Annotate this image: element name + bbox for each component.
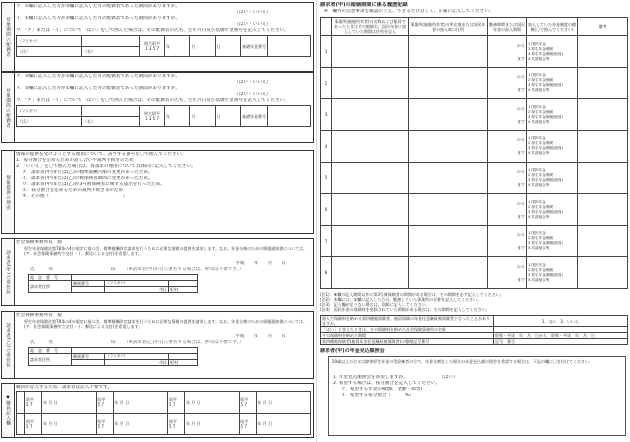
month-cell[interactable]: 月 [190,36,215,57]
estimate-title: 請求者(甲)の年金見込額照会 [320,348,385,354]
plan-option[interactable]: 1 国民年金 [528,136,546,141]
answer-a[interactable]: （はい・いいえ） [234,10,271,15]
office-q: 「はい」と答えたときは、その保険料を納めた社会保険事務所の名称 [321,327,494,333]
staff-table [16,391,311,435]
kiso-label-cell: 基礎年金番号 [241,36,268,57]
question-a: ア．①欄に記入した方が②欄に記入した方の配偶者であった期間がありますか。 [16,4,181,9]
era-cell: 昭平 5 7 [25,392,42,414]
reason-item[interactable]: ア．請求者(甲)または(乙)の標準報酬月額の変更があったため。 [22,170,153,175]
surname-cell[interactable]: （氏） [17,47,82,57]
date-cell[interactable]: 年 月 日 [113,413,168,435]
zip-input[interactable] [72,360,105,366]
surname-cell[interactable]: （氏） [17,117,82,127]
col-header-address: 事業所(船舶所有者)の所在地または国民年金の加入時の住所 [409,18,488,36]
plan-option[interactable]: 1 国民年金 [528,262,546,267]
era-cell: 昭平 5 7 [239,392,256,414]
address-input[interactable] [409,131,488,163]
plan-option[interactable]: 1 国民年金 [528,231,546,236]
history-row [321,67,628,99]
reason-intro: 情報の提供を受けようとする理由について、該当する番号を〇で囲んでください。 [16,152,186,157]
company-input[interactable] [332,225,409,257]
kana-label: （フリガナ） [105,354,169,360]
question-i: イ．①欄に記入した方が②欄に記入した方の配偶者であった期間がありますか。 [16,16,180,21]
era-cell: 明大昭平 1 3 5 7 [140,36,165,57]
plan-option[interactable]: 1 国民年金 [528,199,546,204]
plan-option[interactable]: 3 厚生年金保険(船員) [528,177,563,182]
kana-input[interactable] [82,36,140,47]
note-line: (注1) ⑧欄の記入期間以外に第3号被保険者の期間がある場合は、その期間を必ず記入してください。 [320,292,504,297]
kiso-input[interactable] [268,36,311,57]
era-cell: 昭平 5 7 [239,413,256,435]
period-cell[interactable] [488,194,527,226]
estimate-q2: 2. 希望する場合は、按分割合を記入してください。 [333,381,440,386]
staff-title: 職員が記入するため、請求者は記入不要です。 [16,385,112,390]
date-cell[interactable]: 年 月 日 [185,413,240,435]
period-from: から [517,263,525,269]
row-number: 6 [321,194,332,226]
answer-i[interactable]: （はい・いいえ） [234,22,271,27]
row-number: 4 [321,131,332,163]
plan-option[interactable]: 2 厚生年金保険 [528,78,553,83]
estimate-section [320,348,628,438]
number-q: 第四種被保険者(船員年金任意継続被保険者)の整理記号番号 [321,339,494,345]
history-row [321,162,628,194]
company-input[interactable] [332,131,409,163]
request-body: 厚生年金保険法第78条の4の規定に基づき、標準報酬改定請求を行うために必要な情報の提供を請求します。なお、年金分割のための情報通知書については、(ア．社会保険事務所で交付・イ．郵送による交付)を希望します。 [24,319,308,329]
given-name-cell[interactable]: （名） [82,47,140,57]
period-from: から [517,42,525,48]
right-page [320,2,628,438]
note-input[interactable] [578,36,628,68]
plan-option[interactable]: 1 国民年金 [528,167,546,172]
history-row [321,131,628,163]
year-cell[interactable]: 年 [165,36,190,57]
history-row [321,99,628,131]
seal-mark: 印 [111,267,116,272]
company-input[interactable] [332,194,409,226]
row-number: 2 [321,67,332,99]
note-input[interactable] [578,99,628,131]
answer-i[interactable]: （はい・いいえ） [234,92,271,97]
number-input[interactable]: 記号 番号 [494,339,628,345]
spouse-section-2 [1,72,314,143]
voluntary-table [320,315,628,345]
kiso-label-cell: 基礎年金番号 [241,106,268,127]
kana-cell: （フリガナ） [17,106,82,117]
row-number: 7 [321,225,332,257]
period-from: から [517,105,525,111]
history-title: 請求者(甲)の婚姻期間に係る履歴記録 [320,2,408,8]
estimate-type[interactable]: ア．希望する年金の種類( 老齢・障害) [341,387,423,392]
col-header-period: 勤務期間または国民年金の加入期間 [488,18,527,36]
plan-cell[interactable] [527,194,578,226]
row-number: 3 [321,99,332,131]
plan-option[interactable]: 4 共済組合等 [528,246,550,251]
note-line: (注3) 記入欄が足りない場合は、別紙に記入してください。 [320,302,430,307]
address-input[interactable] [409,36,488,68]
spouse-section-1 [1,2,314,72]
section-side-label: 請求者(乙)の委任状 [2,312,15,378]
name-label: 氏 名 [30,267,53,272]
city-label: 市区 [105,360,169,366]
answer-a[interactable]: （はい・いいえ） [234,80,271,85]
zip-label: 郵便番号 [72,354,105,360]
plan-option[interactable]: 4 共済組合等 [528,56,550,61]
given-name-cell[interactable]: （名） [82,117,140,127]
period-cell[interactable] [488,67,527,99]
date-cell[interactable]: 年 月 日 [185,392,240,414]
tel-label: 電 話 番 号 [29,348,72,354]
col-header-note: 備考 [578,18,628,36]
reason-item[interactable]: 2．「いいえ」を〇で囲んだ場合は、再請求の理由について具体的に記入してください。 [16,164,196,169]
kana-input[interactable] [82,106,140,117]
notes-block [320,292,628,312]
voluntary-q: 個人で保険料を納める第四種被保険者、船員保険の年金任意継続被保険者となったことがありますか。 [321,316,494,327]
year-cell[interactable]: 年 [165,106,190,127]
address-input[interactable] [409,225,488,257]
reason-item[interactable]: 1．按分割合を定めるための話し合いや裁判手続きのため [16,158,134,163]
period-to: まで [517,118,525,124]
request-date[interactable]: 平成 年 月 日 [235,334,286,339]
period-q: その保険料を納めた期間 [321,333,494,339]
day-cell[interactable]: 日 [215,36,240,57]
period-cell[interactable] [488,36,527,68]
reason-item[interactable]: オ．その他（ ） [22,194,128,199]
plan-option[interactable]: 3 厚生年金保険(船員) [528,272,563,277]
date-cell[interactable]: 年 月 日 [256,392,311,414]
company-input[interactable] [332,99,409,131]
period-from: から [517,137,525,143]
plan-cell[interactable] [527,162,578,194]
plan-cell[interactable] [527,131,578,163]
address-input[interactable] [409,257,488,289]
era-cell: 昭平 5 7 [25,413,42,435]
plan-cell[interactable] [527,257,578,289]
reason-section [1,150,314,234]
plan-option[interactable]: 3 厚生年金保険(船員) [528,146,563,151]
period-cell[interactable] [488,162,527,194]
plan-option[interactable]: 4 共済組合等 [528,277,550,282]
history-row [321,257,628,289]
era-cell: 昭平 5 7 [96,392,113,414]
estimate-ratio[interactable]: イ．希望する按分割合（ %） [341,393,414,398]
period-to: まで [517,276,525,282]
period-from: から [517,200,525,206]
address-input[interactable] [409,194,488,226]
plan-option[interactable]: 1 国民年金 [528,41,546,46]
name-label: 氏 名 [30,340,53,345]
plan-option[interactable]: 4 共済組合等 [528,151,550,156]
plan-option[interactable]: 2 厚生年金保険 [528,172,553,177]
period-cell[interactable] [488,131,527,163]
history-row [321,225,628,257]
plan-option[interactable]: 2 厚生年金保険 [528,46,553,51]
estimate-a1[interactable]: （はい） [439,375,458,380]
contact-table [28,274,198,293]
history-row [321,194,628,226]
day-cell[interactable]: 日 [215,106,240,127]
kana-label: （フリガナ） [105,281,169,287]
plan-option[interactable]: 4 共済組合等 [528,119,550,124]
period-from: から [517,232,525,238]
plan-option[interactable]: 4 共済組合等 [528,182,550,187]
plan-option[interactable]: 2 厚生年金保険 [528,141,553,146]
plan-option[interactable]: 2 厚生年金保険 [528,109,553,114]
date-cell[interactable]: 年 月 日 [42,392,97,414]
section-side-label: ◆職員記入欄 [2,384,15,437]
request-body: 厚生年金保険法第78条の4の規定に基づき、標準報酬改定請求を行うために必要な情報の提供を請求します。なお、年金分割のための情報通知書については、(ア．社会保険事務所で交付・イ．郵送による交付)を希望します。 [24,246,308,256]
address-input[interactable] [409,67,488,99]
era-cell: 昭平 5 7 [168,413,185,435]
plan-cell[interactable] [527,67,578,99]
plan-cell[interactable] [527,99,578,131]
voluntary-answer[interactable]: 1．はい 2．いいえ [494,316,628,327]
period-cell[interactable] [488,99,527,131]
plan-option[interactable]: 4 共済組合等 [528,88,550,93]
town-label: 町村 [169,287,198,293]
note-input[interactable] [578,67,628,99]
section-side-label: 対象期間の配偶者 [2,73,15,142]
period-cell[interactable] [488,225,527,257]
period-from: から [517,168,525,174]
period-to: まで [517,181,525,187]
plan-option[interactable]: 2 厚生年金保険 [528,267,553,272]
history-subtitle: ※ 欄外の注意事項を確認のうえ、できるだけ詳しく、正確に記入してください。 [324,9,494,14]
question-i: イ．②欄に記入した方が①欄に記入した方の配偶者であった期間がありますか。 [16,86,180,91]
plan-option[interactable]: 3 厚生年金保険(船員) [528,51,563,56]
seal-hint: （※請求者(甲)が自ら署名する場合は、押印は不要です。） [124,267,244,272]
date-cell[interactable]: 年 月 日 [113,392,168,414]
town-label: 町村 [169,360,198,366]
period-to: まで [517,150,525,156]
note-input[interactable] [578,225,628,257]
addr-label: 請求者住所 [29,354,72,366]
plan-option[interactable]: 2 厚生年金保険 [528,204,553,209]
estimate-q1: 1. 年金見込額照会を希望しますか。 [333,375,408,380]
section-side-label: 情報提供の理由 [2,151,15,233]
period-from: から [517,74,525,80]
question-a: ア．②欄に記入した方が①欄に記入した方の配偶者であった期間がありますか。 [16,74,181,79]
era-cell: 昭平 5 7 [168,392,185,414]
note-input[interactable] [578,194,628,226]
section-side-label: 請求者(甲)の委任状 [2,239,15,305]
company-input[interactable] [332,257,409,289]
company-input[interactable] [332,67,409,99]
plan-option[interactable]: 3 厚生年金保険(船員) [528,83,563,88]
period-cell[interactable] [488,257,527,289]
city-label: 市区 [105,287,169,293]
date-cell[interactable]: 年 月 日 [42,413,97,435]
addressee: 社会保険事務所長 殿 [16,240,62,245]
plan-option[interactable]: 1 国民年金 [528,73,546,78]
contact-table [28,347,198,366]
plan-option[interactable]: 3 厚生年金保険(船員) [528,209,563,214]
company-input[interactable] [332,36,409,68]
period-to: まで [517,245,525,251]
reason-item[interactable]: エ．按分割合を定めるための裁判手続き等のため [22,188,124,193]
period-to: まで [517,213,525,219]
page-fold [316,0,317,442]
seq-header [321,18,332,36]
request-b-section [1,311,314,379]
col-header-plan: 加入していた年金制度の種類(〇で囲んでください) [527,18,578,36]
note-line: (注4) 国民年金の保険料を免除されていた期間がある場合は、その期間を記入してください。 [320,307,490,312]
period-input[interactable]: 昭和・平成 年 月 日から 昭和・平成 年 月 日 [494,333,628,339]
staff-section [1,383,314,438]
spouse-table-2 [16,105,311,127]
history-table [320,17,628,289]
plan-option[interactable]: 3 厚生年金保険(船員) [528,241,563,246]
reason-item[interactable]: ウ．請求者(甲)または(乙)が3号被保険者に関する届出を行ったため。 [22,182,165,187]
spouse-table-1 [16,35,311,57]
section-side-label: 対象期間の配偶者 [2,3,15,71]
addr-label: 請求者住所 [29,281,72,293]
request-a-section [1,238,314,306]
seal-mark: 印 [111,340,116,345]
kana-cell: （フリガナ） [17,36,82,47]
history-rows [321,36,628,289]
plan-option[interactable]: 1 国民年金 [528,104,546,109]
row-number: 5 [321,162,332,194]
era-cell: 昭平 5 7 [96,413,113,435]
estimate-body: 50歳以上の方又は障害厚生年金の受給権者の方で、年金分割をした場合の年金見込額の照会を希望する場合は、下記の欄に〇を付けてください。 [332,359,594,364]
period-to: まで [517,87,525,93]
zip-label: 郵便番号 [72,281,105,287]
company-input[interactable] [332,162,409,194]
plan-option[interactable]: 3 厚生年金保険(船員) [528,114,563,119]
note-line: (注2) 本欄には、①欄に記入した方の、勤務していた事業所の名称を記入してください。 [320,297,482,302]
tel-label: 電 話 番 号 [29,275,72,281]
date-cell[interactable]: 年 月 日 [256,413,311,435]
month-cell[interactable]: 月 [190,106,215,127]
note-input[interactable] [578,162,628,194]
period-to: まで [517,55,525,61]
left-page [1,2,314,438]
zip-input[interactable] [72,287,105,293]
col-header-company: 事業所(船舶所有者)の名称および船員であったときはその船舶名、国民年金に加入していた期間は住所を記入 [332,18,409,36]
plan-option[interactable]: 4 共済組合等 [528,214,550,219]
note-input[interactable] [578,131,628,163]
addressee: 社会保険事務所長 殿 [16,313,62,318]
plan-cell[interactable] [527,36,578,68]
address-input[interactable] [409,162,488,194]
address-input[interactable] [409,99,488,131]
request-date[interactable]: 平成 年 月 日 [235,261,286,266]
row-number: 1 [321,36,332,68]
seal-hint: （※請求者(乙)が自ら署名する場合は、押印は不要です。） [124,340,244,345]
reason-item[interactable]: イ．請求者(甲)または(乙)の被保険者期間に変更があったため。 [22,176,153,181]
era-cell: 明大昭平 1 3 5 7 [140,106,165,127]
history-row [321,36,628,68]
question-u: ウ．「ア」または「イ」について「はい」を〇で囲んだ場合は、その配偶者の氏名、生年月日及び基礎年金番号を記入してください。 [16,98,289,103]
plan-option[interactable]: 2 厚生年金保険 [528,236,553,241]
kiso-input[interactable] [268,106,311,127]
question-u: ウ．「ア」または「イ」について「はい」を〇で囲んだ場合は、その配偶者の氏名、生年月日及び基礎年金番号を記入してください。 [16,28,289,33]
row-number: 8 [321,257,332,289]
plan-cell[interactable] [527,225,578,257]
note-input[interactable] [578,257,628,289]
